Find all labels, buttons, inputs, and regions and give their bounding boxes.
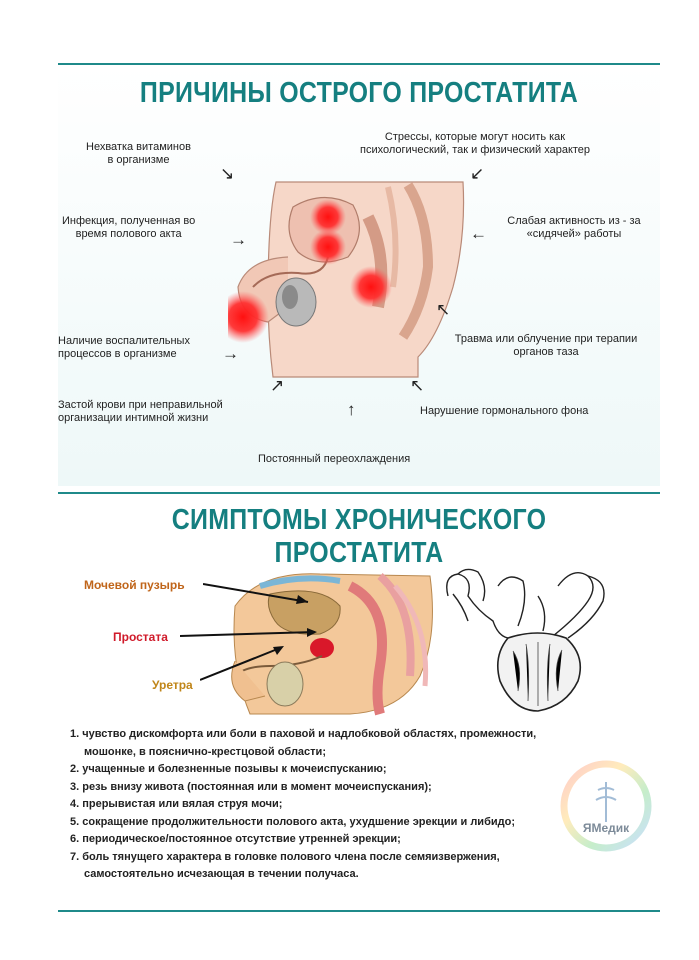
cause-line: Наличие воспалительных (58, 335, 190, 347)
symptom-item: мошонке, в пояснично-крестцовой области; (84, 745, 326, 758)
cause-line: Слабая активность из - за (507, 215, 641, 227)
causes-panel (58, 63, 660, 486)
arrow-icon: ↘ (220, 164, 235, 183)
label-prostate: Простата (113, 630, 168, 644)
cause-line: органов таза (513, 346, 579, 358)
cause-line: процессов в организме (58, 348, 177, 360)
cause-line: Инфекция, полученная во (62, 215, 196, 227)
cause-line: время полового акта (75, 228, 182, 240)
arrow-icon: ← (470, 224, 487, 243)
cause-line: Нарушение гормонального фона (420, 405, 589, 417)
cause-hypothermia (258, 453, 410, 466)
cause-stress (360, 131, 590, 157)
causes-title: ПРИЧИНЫ ОСТРОГО ПРОСТАТИТА (139, 77, 579, 109)
prostate-engraving-illustration (438, 566, 618, 716)
cause-line: Травма или облучение при терапии (454, 333, 638, 345)
arrow-icon: ↙ (470, 164, 485, 183)
cause-line: Постоянный переохлаждения (258, 453, 411, 465)
cause-sedentary-work (488, 215, 660, 241)
cause-blood-stasis (58, 399, 223, 425)
cause-line: организации интимной жизни (58, 412, 209, 424)
cause-line: в организме (107, 154, 170, 166)
symptom-item: 4. прерывистая или вялая струя мочи; (70, 798, 283, 810)
arrow-icon: → (222, 344, 239, 363)
label-urethra: Уретра (152, 678, 193, 692)
pointer-line (200, 644, 290, 684)
label-bladder: Мочевой пузырь (84, 578, 185, 592)
cause-line: «сидячей» работы (526, 228, 622, 240)
cause-inflammation (58, 335, 190, 361)
arrow-icon: ↗ (270, 376, 285, 395)
arrow-icon: ↖ (410, 376, 425, 395)
watermark-text: ЯМедик (582, 821, 630, 835)
pointer-line (180, 628, 320, 642)
cause-line: Стрессы, которые могут носить как (384, 131, 566, 143)
symptom-item: 7. боль тянущего характера в головке полового члена после семяизвержения, (70, 850, 500, 863)
arrow-icon: → (230, 230, 247, 249)
pointer-line (203, 582, 313, 606)
symptom-item: 6. периодическое/постоянное отсутствие утренней эрекции; (70, 833, 401, 845)
cause-line: психологический, так и физический характер (360, 144, 591, 156)
symptom-item: 5. сокращение продолжительности полового акта, ухудшение эрекции и либидо; (70, 815, 515, 828)
symptom-item: 3. резь внизу живота (постоянная или в момент мочеиспускания); (70, 780, 432, 793)
arrow-icon: ↖ (436, 300, 451, 319)
cause-vitamin-deficiency (86, 141, 191, 167)
yamedik-watermark-logo (560, 760, 652, 852)
cause-trauma-irradiation (432, 333, 660, 359)
cause-line: Застой крови при неправильной (58, 399, 223, 411)
cause-infection (62, 215, 195, 241)
arrow-icon: ↑ (347, 400, 356, 419)
symptom-item: самостоятельно исчезающая в течении получаса. (84, 868, 359, 880)
symptom-item: 2. учащенные и болезненные позывы к мочеиспусканию; (70, 763, 387, 775)
symptom-item: 1. чувство дискомфорта или боли в паховой и надлобковой областях, промежности, (70, 728, 537, 740)
cause-line: Нехватка витаминов (86, 141, 191, 153)
symptoms-title: СИМПТОМЫ ХРОНИЧЕСКОГО ПРОСТАТИТА (171, 504, 547, 569)
cause-hormonal-imbalance (420, 405, 588, 418)
